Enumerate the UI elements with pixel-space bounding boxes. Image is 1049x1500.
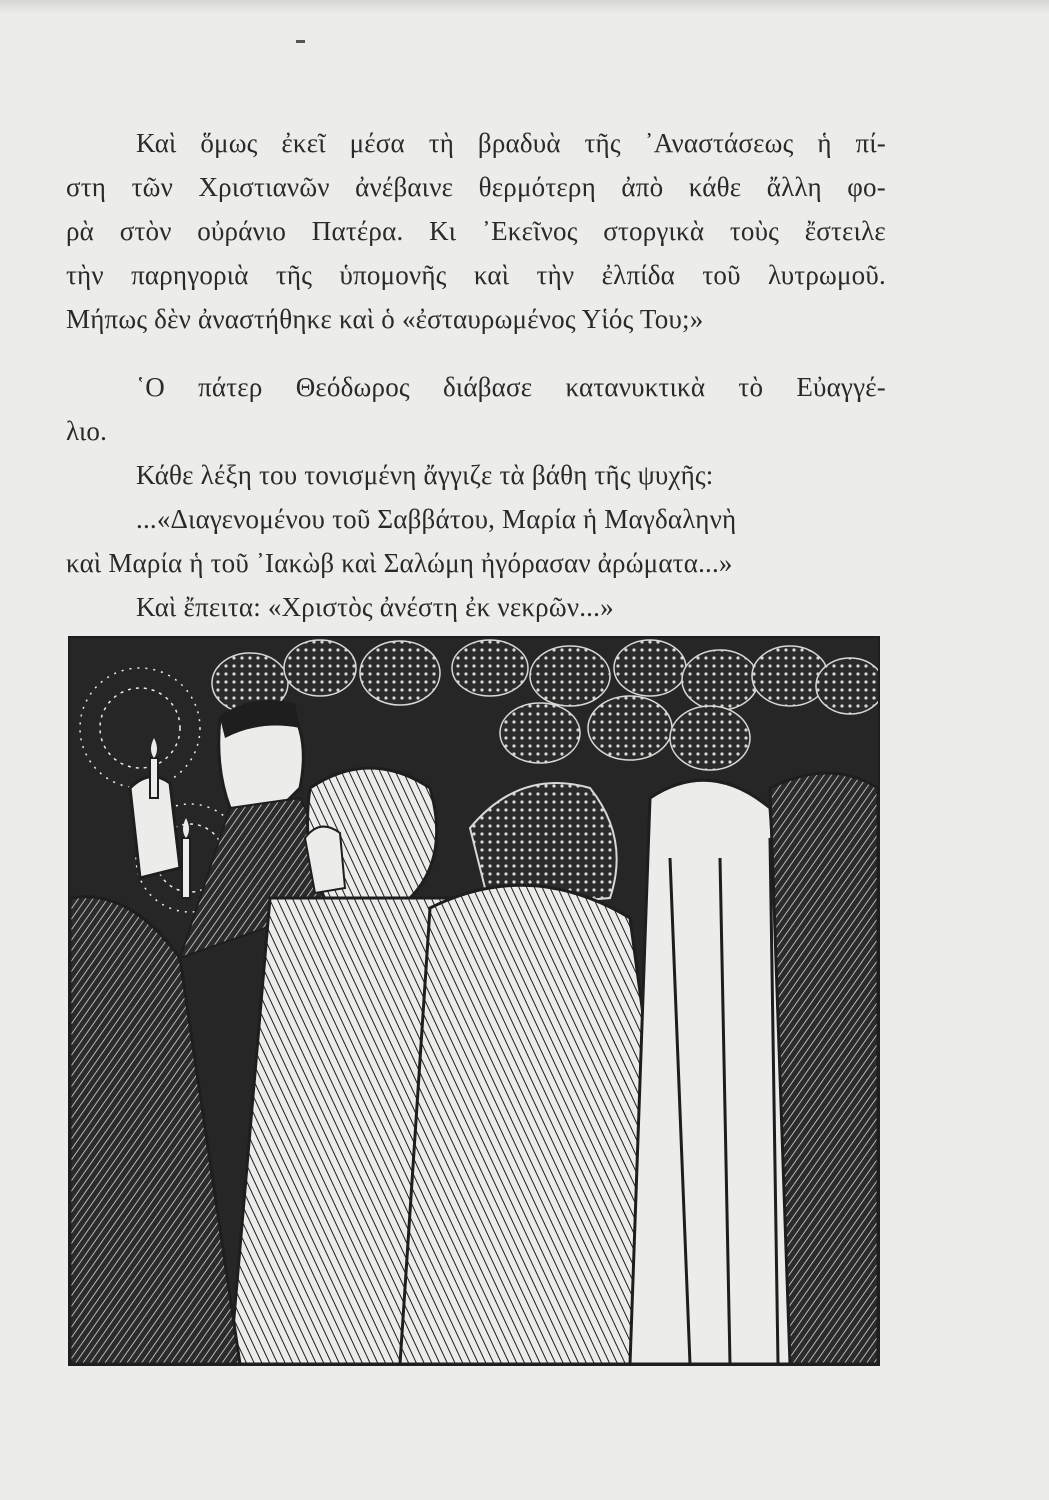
word: ἔστειλε <box>804 216 886 246</box>
word: στη <box>66 172 107 202</box>
word: οὐράνιο <box>197 216 287 246</box>
text-line: Καὶ ἔπειτα: «Χριστὸς ἀνέστη ἐκ νεκρῶν...» <box>136 592 614 622</box>
text-line: Μήπως δὲν ἀναστήθηκε καὶ ὁ «ἐσταυρωμένος Υἱός Του;» <box>66 304 704 334</box>
word: ὑπομονῆς <box>339 260 447 290</box>
word: τῆς <box>584 128 621 158</box>
word: ᾿Εκεῖνος <box>481 216 578 246</box>
word: τῶν <box>131 172 174 202</box>
word: λυτρωμοῦ. <box>767 260 886 290</box>
word: τοὺς <box>729 216 780 246</box>
word: ἐλπίδα <box>601 260 676 290</box>
word: στὸν <box>119 216 172 246</box>
word: Κι <box>429 216 457 246</box>
page-mark <box>296 40 305 43</box>
word: Εὐαγγέ- <box>796 372 886 402</box>
word: πάτερ <box>198 372 263 402</box>
word: τὴν <box>536 260 575 290</box>
text-line <box>136 370 886 404</box>
word: ἡ <box>817 128 832 158</box>
word: Πατέρα. <box>311 216 404 246</box>
word: Χριστιανῶν <box>198 172 330 202</box>
word: παρηγοριὰ <box>131 260 249 290</box>
word: θερμότερη <box>478 172 596 202</box>
word: ἀπὸ <box>621 172 664 202</box>
word: τὸ <box>738 372 764 402</box>
word: τὴν <box>66 260 104 290</box>
word: τὴ <box>428 128 455 158</box>
word: ἐκεῖ <box>281 128 326 158</box>
word: ἄλλη <box>766 172 822 202</box>
word: ἀνέβαινε <box>355 172 454 202</box>
word: στοργικὰ <box>603 216 705 246</box>
word: βραδυὰ <box>477 128 561 158</box>
word: ᾿Αναστάσεως <box>644 128 794 158</box>
woodcut-illustration <box>68 636 880 1366</box>
page-top-edge <box>0 0 1049 14</box>
word: κατανυκτικὰ <box>565 372 706 402</box>
word: φο- <box>847 172 886 202</box>
text-line <box>66 170 886 204</box>
word: διάβασε <box>442 372 533 402</box>
word: τοῦ <box>702 260 741 290</box>
word: κάθε <box>688 172 742 202</box>
crowd-engraving <box>70 638 878 1364</box>
figures-right <box>630 773 878 1364</box>
word: ρὰ <box>66 216 95 246</box>
text-line: Κάθε λέξη του τονισμένη ἄγγιζε τὰ βάθη τῆς ψυχῆς: <box>136 460 714 490</box>
text-line <box>66 214 886 248</box>
word: μέσα <box>349 128 405 158</box>
word: πί- <box>855 128 886 158</box>
word: καὶ <box>473 260 510 290</box>
word: Θεόδωρος <box>295 372 410 402</box>
word: Καὶ <box>136 128 177 158</box>
text-line: λιο. <box>66 416 108 446</box>
text-line: καὶ Μαρία ἡ τοῦ ᾿Ιακὼβ καὶ Σαλώμη ἠγόρασαν ἀρώματα...» <box>66 548 733 578</box>
text-line <box>66 258 886 292</box>
word: τῆς <box>275 260 313 290</box>
word: ὅμως <box>200 128 258 158</box>
word: ῾Ο <box>136 372 165 402</box>
text-line <box>136 126 886 160</box>
text-line: ...«Διαγενομένου τοῦ Σαββάτου, Μαρία ἡ Μαγδαληνὴ <box>136 504 737 534</box>
